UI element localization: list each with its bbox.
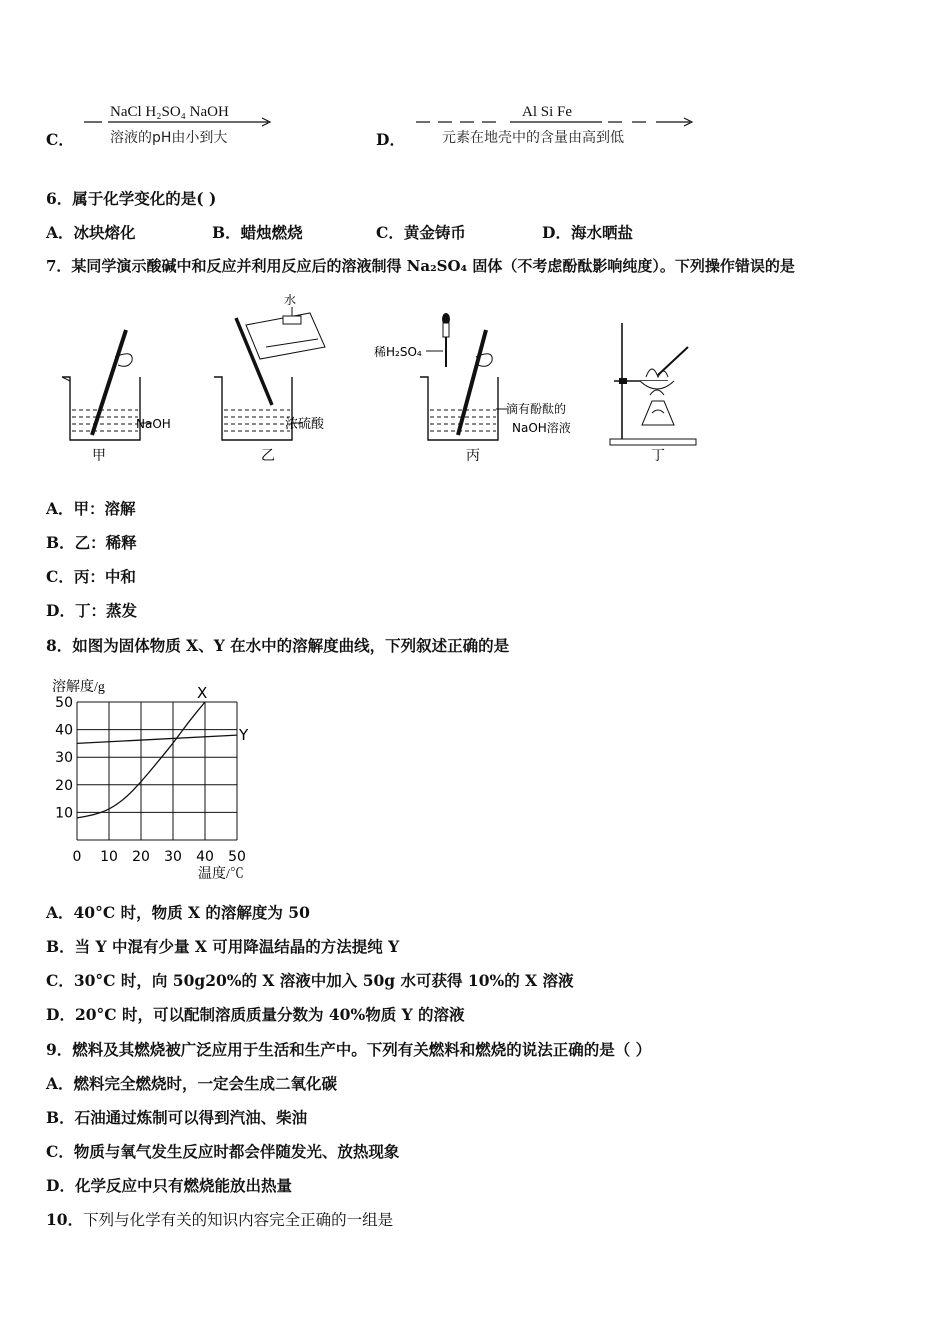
apparatus-ding <box>610 323 696 445</box>
label-phenol2: NaOH溶液 <box>512 421 571 435</box>
q6-stem: 6．属于化学变化的是( ) <box>46 189 217 208</box>
q5-option-d-bottom: 元素在地壳中的含量由高到低 <box>442 130 624 146</box>
q5-option-d-top: Al Si Fe <box>522 104 573 120</box>
label-conc-acid: 浓硫酸 <box>285 417 325 432</box>
y-tick-label: 50 <box>55 695 73 711</box>
x-tick-label: 0 <box>72 849 82 865</box>
y-tick-label: 20 <box>55 777 73 794</box>
q5-option-c-top: NaCl H₂SO₄ NaOH <box>110 104 229 120</box>
series-y-line <box>77 735 237 743</box>
series-y-label: Y <box>239 726 249 745</box>
y-tick-label: 10 <box>55 805 73 822</box>
label-dilute-acid: 稀H₂SO₄ <box>374 345 422 359</box>
q10-stem: 下列与化学有关的知识内容完全正确的一组是 <box>83 1211 394 1229</box>
q5-option-d-label: D． <box>376 130 405 149</box>
q10-number: 10． <box>46 1210 84 1229</box>
q5-option-c-label: C． <box>46 130 74 149</box>
q6-option-d: D．海水晒盐 <box>542 223 633 242</box>
label-yi: 乙 <box>261 448 275 464</box>
q8-option-b: B．当 Y 中混有少量 X 可用降温结晶的方法提纯 Y <box>46 937 400 956</box>
x-tick-label: 20 <box>132 849 150 865</box>
label-ding: 丁 <box>651 448 665 464</box>
y-tick-label: 30 <box>55 750 73 767</box>
q6-option-c: C．黄金铸币 <box>376 223 466 242</box>
x-tick-label: 40 <box>196 849 214 865</box>
q7-option-c: C．丙：中和 <box>46 567 136 586</box>
q9-option-d: D．化学反应中只有燃烧能放出热量 <box>46 1176 292 1195</box>
q6-option-a: A．冰块熔化 <box>46 223 136 242</box>
q9-stem: 9．燃料及其燃烧被广泛应用于生活和生产中。下列有关燃料和燃烧的说法正确的是（ ） <box>46 1040 652 1059</box>
x-tick-label: 50 <box>228 849 246 865</box>
q5-option-c-bottom: 溶液的pH由小到大 <box>110 130 228 146</box>
q8-option-a: A．40°C 时，物质 X 的溶解度为 50 <box>46 903 310 922</box>
q10 <box>46 1208 393 1230</box>
q9-option-b: B．石油通过炼制可以得到汽油、柴油 <box>46 1108 308 1127</box>
x-tick-label: 30 <box>164 849 182 865</box>
y-tick-label: 40 <box>55 722 73 739</box>
q7-apparatus-figure <box>40 285 740 470</box>
label-naoh: NaOH <box>136 417 171 431</box>
beaker-bing <box>420 313 508 440</box>
q9-option-c: C．物质与氧气发生反应时都会伴随发光、放热现象 <box>46 1142 400 1161</box>
x-tick-label: 10 <box>100 849 118 865</box>
q7-option-a: A．甲：溶解 <box>46 499 136 518</box>
q7-option-d: D．丁：蒸发 <box>46 601 137 620</box>
label-bing: 丙 <box>466 448 480 464</box>
label-jia: 甲 <box>92 448 106 464</box>
q7-stem: 7．某同学演示酸碱中和反应并利用反应后的溶液制得 Na₂SO₄ 固体（不考虑酚酞影响纯度）。下列操作错误的是 <box>46 257 795 275</box>
label-phenol1: 滴有酚酞的 <box>506 402 567 416</box>
q6-option-b: B．蜡烛燃烧 <box>212 223 303 242</box>
q8-stem: 8．如图为固体物质 X、Y 在水中的溶解度曲线，下列叙述正确的是 <box>46 636 510 655</box>
solubility-chart <box>40 672 280 887</box>
series-x-label: X <box>197 684 208 702</box>
label-water: 水 <box>284 293 297 307</box>
q8-option-d: D．20°C 时，可以配制溶质质量分数为 40%物质 Y 的溶液 <box>46 1005 465 1024</box>
chart-xlabel: 温度/℃ <box>198 867 244 882</box>
q8-option-c: C．30°C 时，向 50g20%的 X 溶液中加入 50g 水可获得 10%的 X 溶液 <box>46 971 574 990</box>
chart-ylabel: 溶解度/g <box>52 680 105 695</box>
q9-option-a: A．燃料完全燃烧时，一定会生成二氧化碳 <box>46 1074 338 1093</box>
q7-option-b: B．乙：稀释 <box>46 533 137 552</box>
